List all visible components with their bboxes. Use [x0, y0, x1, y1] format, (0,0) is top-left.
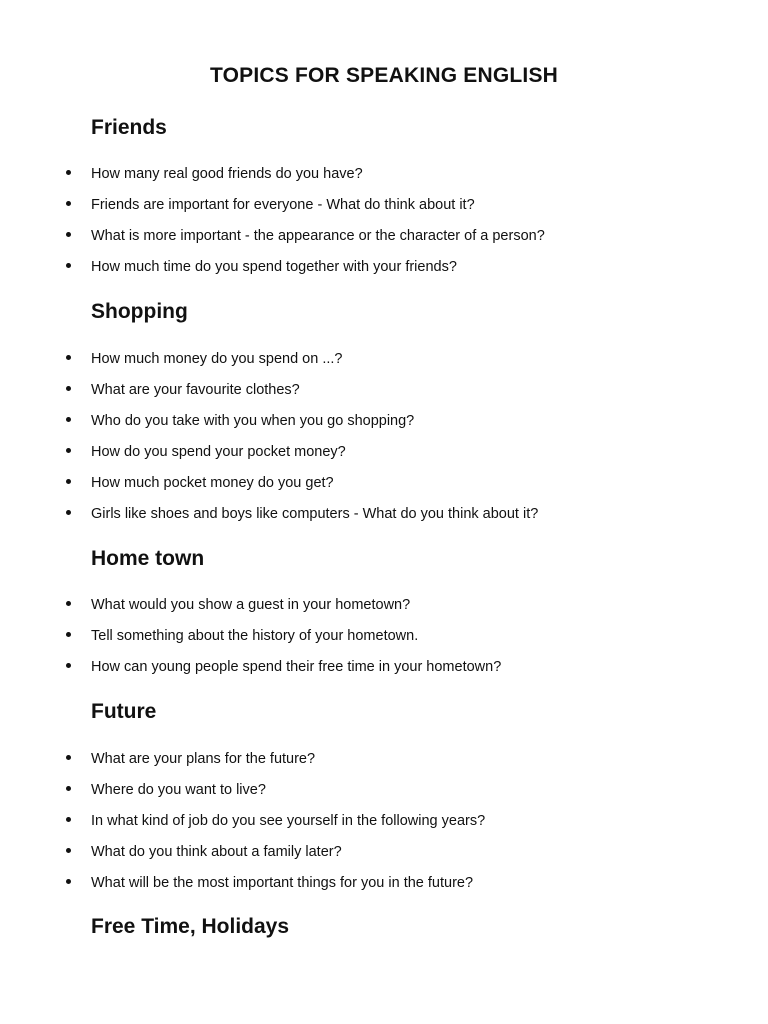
list-item	[0, 258, 545, 289]
section-heading-free-time-holidays: Free Time, Holidays	[91, 915, 290, 938]
document-title: TOPICS FOR SPEAKING ENGLISH	[209, 64, 559, 87]
bullet-icon	[66, 386, 71, 391]
list-item	[0, 658, 501, 689]
list-item-text: Girls like shoes and boys like computers - What do you think about it?	[91, 506, 539, 522]
topic-list-future	[0, 750, 485, 905]
topic-list-friends	[0, 165, 545, 289]
list-item	[0, 443, 538, 474]
list-item-text: What would you show a guest in your hometown?	[91, 597, 411, 613]
list-item	[0, 781, 485, 812]
list-item-text: How many real good friends do you have?	[91, 166, 363, 182]
bullet-icon	[66, 417, 71, 422]
list-item-text: How much pocket money do you get?	[91, 475, 334, 491]
list-item	[0, 812, 485, 843]
section-heading-friends: Friends	[91, 116, 167, 139]
list-item	[0, 412, 538, 443]
bullet-icon	[66, 201, 71, 206]
list-item-text: What are your plans for the future?	[91, 751, 316, 767]
list-item	[0, 505, 538, 536]
list-item	[0, 350, 538, 381]
bullet-icon	[66, 879, 71, 884]
list-item-text: How can young people spend their free time in your hometown?	[91, 659, 502, 675]
topic-list-home-town	[0, 596, 501, 689]
list-item	[0, 750, 485, 781]
list-item-text: How much money do you spend on ...?	[91, 351, 343, 367]
bullet-icon	[66, 263, 71, 268]
bullet-icon	[66, 817, 71, 822]
list-item-text: How do you spend your pocket money?	[91, 444, 346, 460]
list-item	[0, 874, 485, 905]
list-item-text: What are your favourite clothes?	[91, 382, 300, 398]
section-heading-future: Future	[91, 700, 157, 723]
list-item-text: Who do you take with you when you go shopping?	[91, 413, 415, 429]
bullet-icon	[66, 632, 71, 637]
bullet-icon	[66, 510, 71, 515]
bullet-icon	[66, 479, 71, 484]
list-item-text: Where do you want to live?	[91, 782, 266, 798]
list-item	[0, 381, 538, 412]
list-item	[0, 227, 545, 258]
bullet-icon	[66, 848, 71, 853]
bullet-icon	[66, 232, 71, 237]
bullet-icon	[66, 170, 71, 175]
list-item-text: Friends are important for everyone - What do think about it?	[91, 197, 475, 213]
list-item	[0, 196, 545, 227]
list-item-text: What will be the most important things for you in the future?	[91, 875, 474, 891]
bullet-icon	[66, 355, 71, 360]
list-item-text: What do you think about a family later?	[91, 844, 342, 860]
list-item	[0, 627, 501, 658]
bullet-icon	[66, 786, 71, 791]
section-heading-home-town: Home town	[91, 547, 205, 570]
bullet-icon	[66, 448, 71, 453]
list-item	[0, 843, 485, 874]
bullet-icon	[66, 755, 71, 760]
list-item-text: In what kind of job do you see yourself in the following years?	[91, 813, 486, 829]
list-item-text: Tell something about the history of your hometown.	[91, 628, 419, 644]
list-item	[0, 596, 501, 627]
bullet-icon	[66, 601, 71, 606]
list-item-text: How much time do you spend together with your friends?	[91, 259, 457, 275]
bullet-icon	[66, 663, 71, 668]
list-item	[0, 474, 538, 505]
section-heading-shopping: Shopping	[91, 300, 188, 323]
list-item	[0, 165, 545, 196]
topic-list-shopping	[0, 350, 538, 536]
list-item-text: What is more important - the appearance or the character of a person?	[91, 228, 545, 244]
